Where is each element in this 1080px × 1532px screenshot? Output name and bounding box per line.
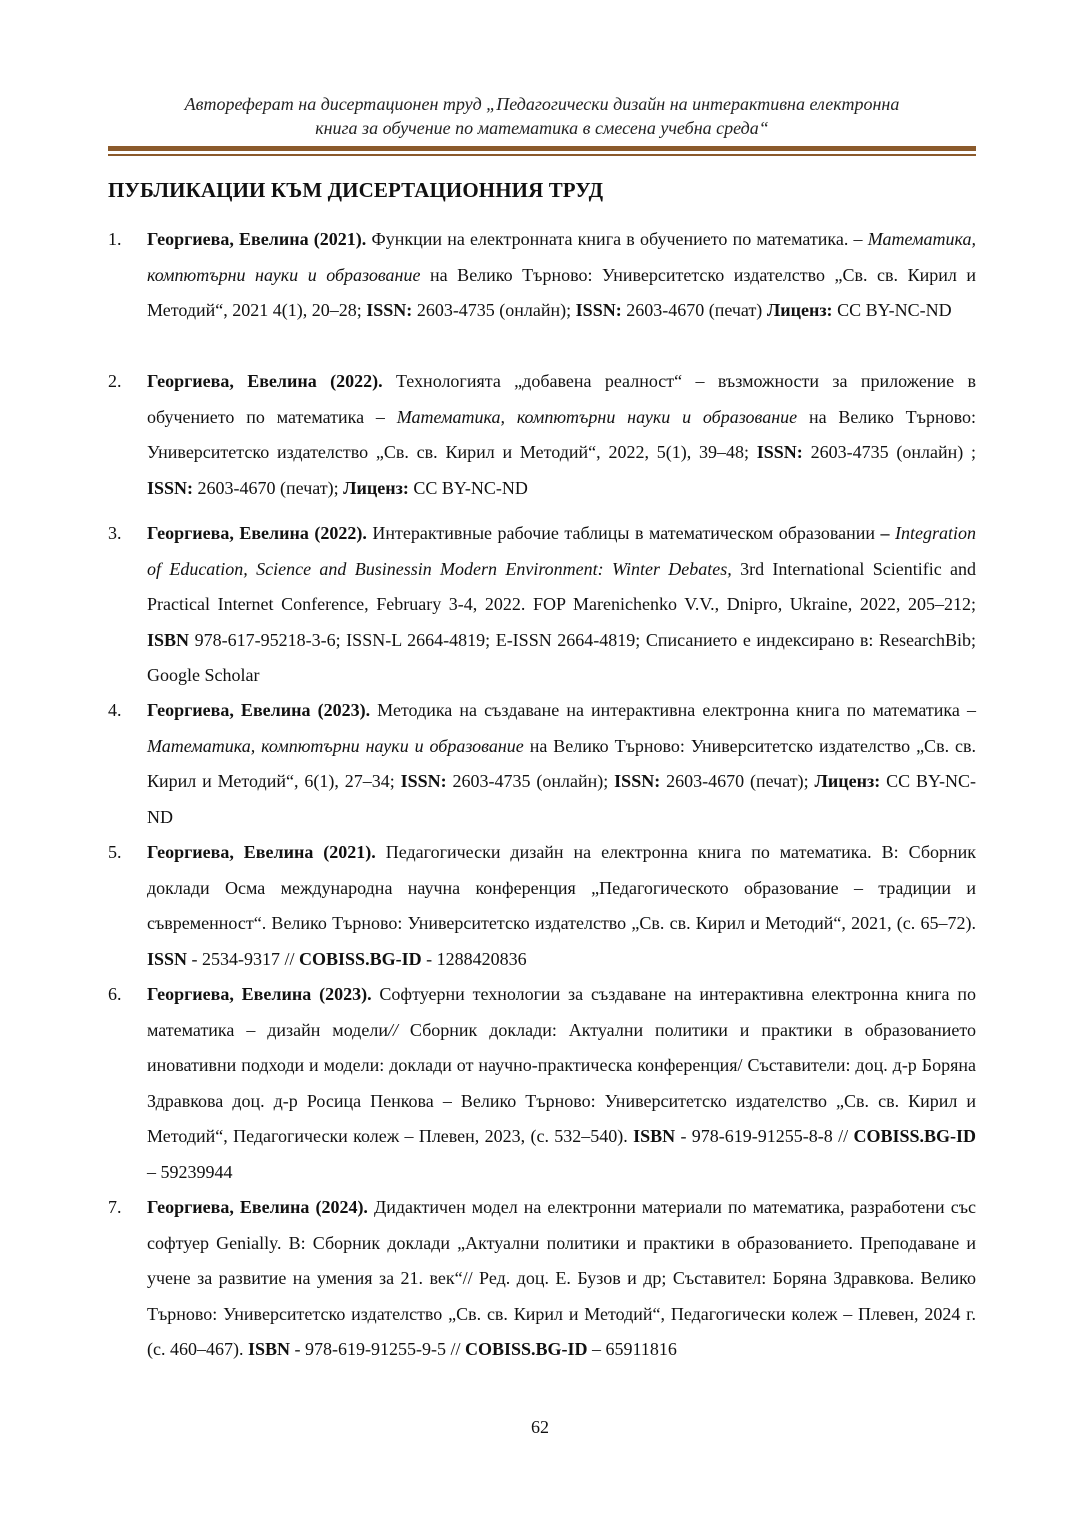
publication-details: на Велико Търново: Университетско издателство „Св. св. Кирил и Методий“, 6(1), 27–34;	[147, 735, 976, 791]
running-header	[108, 92, 976, 140]
issn-label: ISSN:	[614, 771, 661, 791]
issn-label: ISSN:	[147, 477, 194, 498]
publication-number: 1.	[108, 229, 122, 249]
publication-number: 2.	[108, 371, 122, 391]
journal-name: Integration of Education, Science and Businessin Modern Environment: Winter Debates,	[147, 523, 977, 579]
publication-title: Дидактичен модел на електронни материали по математика, разработени със софтуер Genially. В: Сборник доклади „Актуални политики и практики в образованието. Преподаване и учене за развитие на умения за 21. век“// Ред. доц. Е. Бузов и др; Съставител: Боряна Здравкова. Велико Търново: Университетско издателство „Св. св. Кирил и Методий“, Педагогически колеж – Плевен, 2024 г. (с. 460–467).	[147, 1197, 976, 1359]
publication-title: Методика на създаване на интерактивна електронна книга по математика –	[370, 700, 976, 720]
issn-label: ISSN:	[366, 300, 413, 320]
publication-item-3	[108, 516, 976, 694]
header-rule-thick	[108, 146, 976, 151]
license-value: CC BY-NC-ND	[408, 477, 528, 498]
publication-author: Георгиева, Евелина (2022).	[147, 371, 383, 391]
publication-title: Интерактивные рабочие таблицы в математическом образовании	[366, 523, 881, 543]
cobiss-value: – 65911816	[587, 1339, 677, 1359]
journal-name: Математика, компютърни науки и образование	[396, 406, 798, 427]
issn-value: 2603-4670 (печат);	[660, 771, 815, 791]
publication-title: Технологията „добавена реалност“ – възможности за приложение в обучението по математика –	[147, 371, 976, 427]
publication-text	[147, 1190, 976, 1368]
issn-value: 2603-4735 (онлайн);	[446, 771, 615, 791]
publication-text	[147, 222, 976, 329]
publication-title: Функции на електронната книга в обучението по математика. –	[366, 229, 868, 249]
cobiss-label: COBISS.BG-ID	[299, 948, 422, 969]
publication-item-1	[108, 222, 976, 329]
journal-name: Математика, компютърни науки и образование	[147, 735, 524, 756]
header-rule-thin	[108, 154, 976, 156]
publication-details: Сборник доклади: Актуални политики и практики в образованието иновативни подходи и модели: доклади от научно-практическа конференция/ Съставители: доц. д-р Боряна Здравкова доц. д-р Росица Пенкова – Велико Търново: Университетско издателство „Св. св. Кирил и Методий“, Педагогически колеж – Плевен, 2023, (с. 532–540).	[147, 1019, 976, 1146]
issn-value: 2603-4670 (печат)	[621, 300, 767, 320]
license-value: CC BY-NC-ND	[832, 300, 952, 320]
issn-label: ISSN	[147, 948, 188, 969]
license-label: Лиценз:	[766, 300, 833, 320]
license-label: Лиценз:	[814, 771, 881, 791]
cobiss-label: COBISS.BG-ID	[465, 1339, 588, 1359]
publication-author: Георгиева, Евелина (2024).	[147, 1197, 368, 1217]
issn-label: ISSN:	[400, 771, 447, 791]
page-number: 62	[531, 1417, 549, 1437]
running-header-line-1: Автореферат на дисертационен труд „Педагогически дизайн на интерактивна електронна	[184, 94, 900, 114]
isbn-value: 978-617-95218-3-6; ISSN-L 2664-4819; E-ISSN 2664-4819; Списанието е индексирано в: ResearchBib; Google Scholar	[147, 629, 976, 685]
publication-title: Педагогически дизайн на електронна книга по математика. В: Сборник доклади Осма международна научна конференция „Педагогическото образование – традиции и съвременност“. Велико Търново: Университетско издателство „Св. св. Кирил и Методий“, 2021, (с. 65–72).	[147, 842, 976, 933]
separator-dash: –	[880, 523, 890, 543]
publication-number: 4.	[108, 700, 122, 720]
cobiss-value: – 59239944	[147, 1161, 233, 1182]
isbn-label: ISBN	[147, 629, 190, 650]
issn-label: ISSN:	[575, 300, 622, 320]
publication-author: Георгиева, Евелина (2021).	[147, 229, 367, 249]
journal-name: Математика, компютърни науки и образование	[147, 229, 976, 285]
publication-author: Георгиева, Евелина (2023).	[147, 700, 371, 720]
running-header-line-2: книга за обучение по математика в смесена учебна среда“	[315, 118, 769, 138]
issn-value: 2603-4735 (онлайн) ;	[802, 442, 976, 462]
publication-details: на Велико Търново: Университетско издателство „Св. св. Кирил и Методий“, 2021 4(1), 20–28;	[147, 264, 977, 320]
isbn-label: ISBN	[247, 1339, 291, 1359]
license-label: Лиценз:	[343, 477, 409, 498]
separator-slashes: //	[387, 1019, 398, 1040]
isbn-value: - 978-619-91255-8-8 //	[675, 1126, 854, 1146]
publication-text	[147, 835, 976, 977]
publication-item-2	[108, 364, 976, 506]
cobiss-value: - 1288420836	[421, 948, 527, 969]
publication-author: Георгиева, Евелина (2022).	[147, 523, 367, 543]
publication-number: 3.	[108, 523, 122, 543]
publication-title: Софтуерни технологии за създаване на интерактивна електронна книга по математика – дизайн модели	[147, 984, 976, 1040]
issn-value: 2603-4735 (онлайн);	[412, 300, 576, 320]
issn-label: ISSN:	[756, 442, 803, 462]
publication-author: Георгиева, Евелина (2023).	[147, 984, 372, 1004]
isbn-label: ISBN	[633, 1126, 676, 1146]
publication-text	[147, 693, 976, 835]
publication-item-5	[108, 835, 976, 977]
publication-text	[147, 516, 976, 694]
publication-number: 7.	[108, 1197, 122, 1217]
publication-number: 6.	[108, 984, 122, 1004]
issn-value: - 2534-9317 //	[187, 948, 300, 969]
isbn-value: - 978-619-91255-9-5 //	[290, 1339, 465, 1359]
cobiss-label: COBISS.BG-ID	[853, 1126, 976, 1146]
publication-details: 3rd International Scientific and Practical Internet Conference, February 3-4, 2022. FOP Marenichenko V.V., Dnipro, Ukraine, 2022, 205–212;	[147, 558, 976, 614]
publication-number: 5.	[108, 842, 122, 862]
issn-value: 2603-4670 (печат);	[193, 477, 344, 498]
publication-item-6	[108, 977, 976, 1190]
publication-item-4	[108, 693, 976, 835]
publication-text	[147, 977, 976, 1190]
section-title: ПУБЛИКАЦИИ КЪМ ДИСЕРТАЦИОННИЯ ТРУД	[108, 178, 604, 202]
publication-details: на Велико Търново: Университетско издателство „Св. св. Кирил и Методий“, 2022, 5(1), 39–48;	[147, 406, 976, 462]
publication-item-7	[108, 1190, 976, 1368]
license-value: CC BY-NC-ND	[147, 771, 977, 827]
publication-author: Георгиева, Евелина (2021).	[147, 842, 376, 862]
publication-text	[147, 364, 976, 506]
